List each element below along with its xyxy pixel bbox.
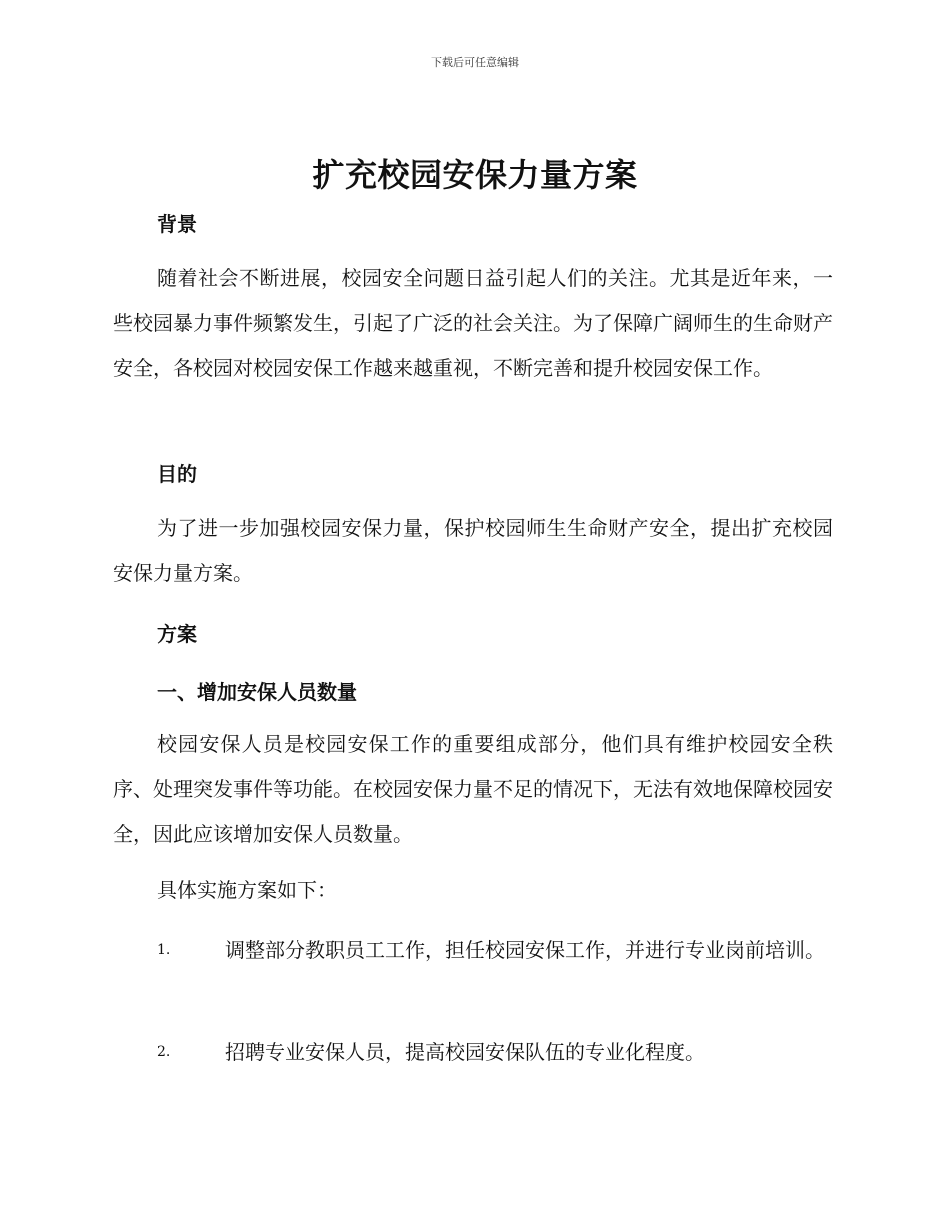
list-item	[113, 1030, 833, 1075]
list-item-text: 招聘专业安保人员，提高校园安保队伍的专业化程度。	[225, 1040, 705, 1064]
list-item-number: 1.	[157, 942, 171, 958]
list-item-number: 2.	[157, 1044, 171, 1060]
section-heading-plan: 方案	[157, 622, 197, 646]
background-paragraph: 随着社会不断进展，校园安全问题日益引起人们的关注。尤其是近年来，一些校园暴力事件频繁发生，引起了广泛的社会关注。为了保障广阔师生的生命财产安全，各校园对校园安保工作越来越重视，不断完善和提升校园安保工作。	[113, 266, 833, 380]
list-item-text: 调整部分教职员工工作，担任校园安保工作，并进行专业岗前培训。	[225, 938, 825, 962]
list-item	[113, 928, 833, 973]
section-heading-background: 背景	[157, 212, 197, 236]
plan-intro: 具体实施方案如下：	[157, 878, 337, 902]
purpose-paragraph: 为了进一步加强校园安保力量，保护校园师生生命财产安全，提出扩充校园安保力量方案。	[113, 516, 833, 585]
header-note: 下载后可任意编辑	[431, 56, 519, 69]
section-heading-purpose: 目的	[157, 462, 197, 486]
subheading-increase-staff: 一、增加安保人员数量	[157, 680, 357, 704]
document-title: 扩充校园安保力量方案	[312, 156, 638, 194]
plan-paragraph: 校园安保人员是校园安保工作的重要组成部分，他们具有维护校园安全秩序、处理突发事件等功能。在校园安保力量不足的情况下，无法有效地保障校园安全，因此应该增加安保人员数量。	[113, 732, 833, 846]
